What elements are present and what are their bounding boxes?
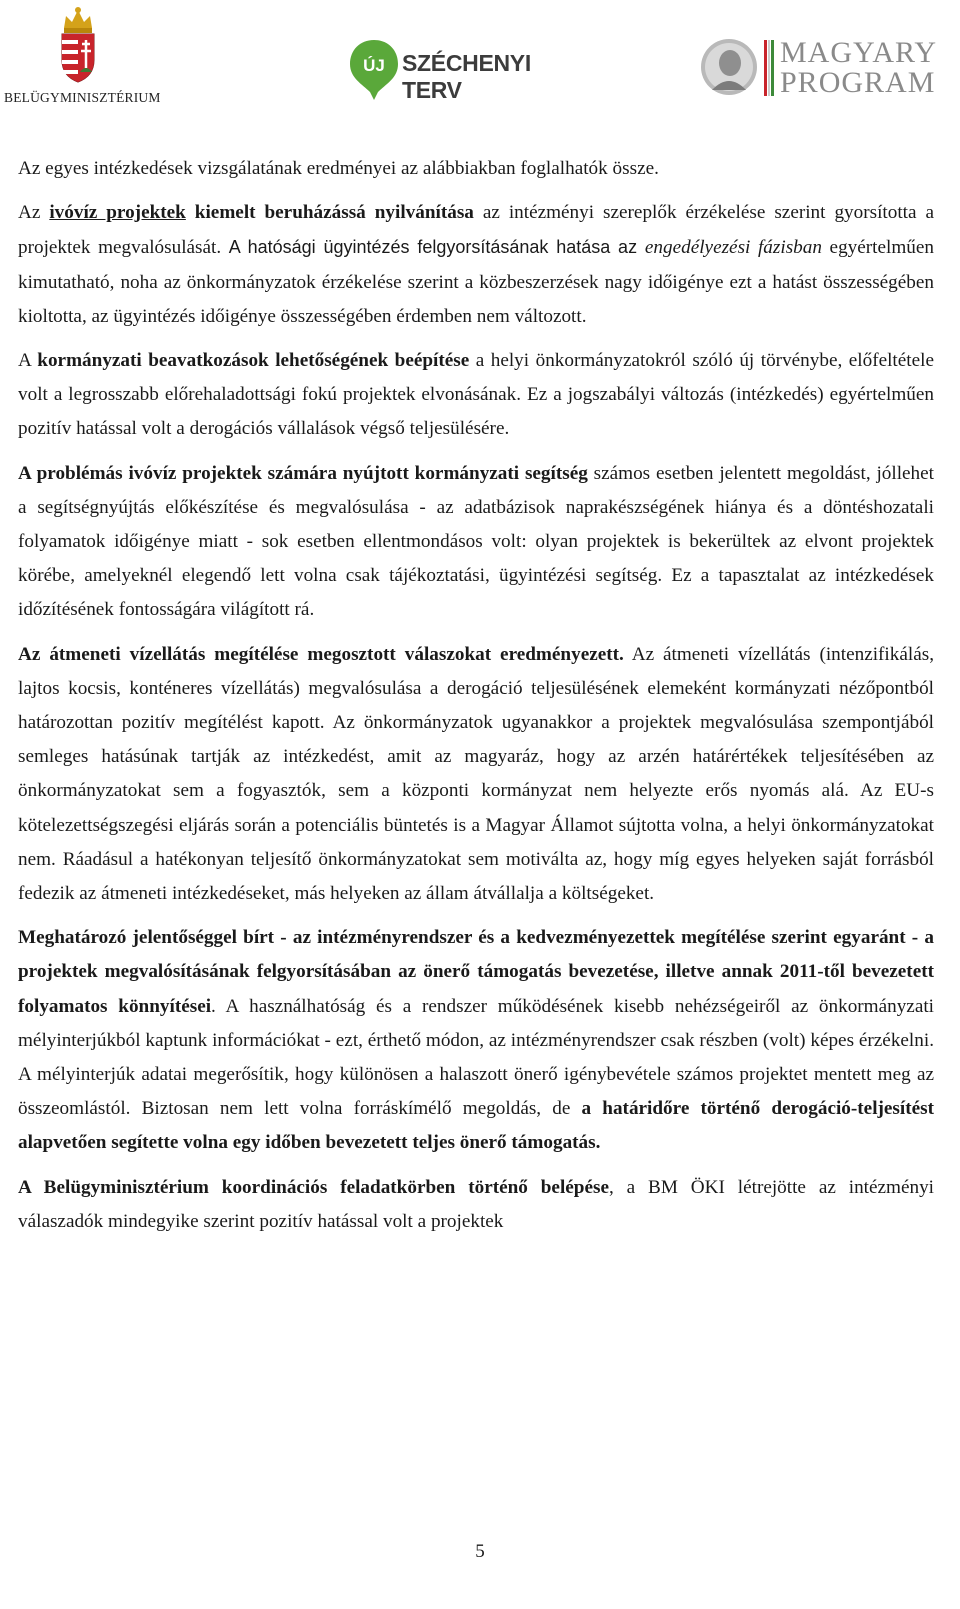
logo-center-text: SZÉCHENYI TERV bbox=[402, 50, 531, 103]
uj-szechenyi-terv-logo bbox=[348, 38, 588, 108]
magyary-program-logo bbox=[700, 38, 940, 104]
paragraph-summary-intro: Az egyes intézkedések vizsgálatának eredményei az alábbiakban foglalhatók össze. bbox=[18, 158, 659, 179]
belugyminiszterium-logo bbox=[4, 6, 161, 106]
page-header bbox=[0, 0, 960, 120]
hungarian-coat-of-arms-icon bbox=[56, 6, 100, 84]
logo-center-prefix: ÚJ bbox=[363, 56, 385, 75]
szechenyi-terv-mark-icon bbox=[348, 38, 400, 102]
document-body bbox=[18, 152, 934, 1239]
logo-right-line1: MAGYARY bbox=[780, 36, 938, 69]
portrait-medallion-icon bbox=[700, 38, 758, 96]
paragraph-government-intervention: A kormányzati beavatkozások lehetőségének beépítése a helyi önkormányzatokról szóló új törvénybe, előfeltétele volt a legrosszabb előrehaladottsági fokú projektek elvonásának. Ez a jogszabályi változás (intézkedés) egyértelműen pozitív hatással volt a derogációs vállalások végső teljesülésére. bbox=[18, 350, 934, 440]
paragraph-own-contribution-support: Meghatározó jelentőséggel bírt - az intézményrendszer és a kedvezményezettek megítélése szerint egyaránt - a projektek megvalósításának felgyorsításában az önerő támogatás bevezetése, illetve annak 2011-től bevezetett folyamatos könnyítései. A használhatóság és a rendszer működésének kisebb nehézségeiről az önkormányzati mélyinterjúkból kaptunk információkat - ezt, érthető módon, az intézményrendszer csak részben (volt) képes érzékelni. A mélyinterjúk adatai megerősítik, hogy különösen a halaszott önerő igénybevétele számos projektet mentett meg az összeomlástól. Biztosan nem lett volna forráskímélő megoldás, de a határidőre történő derogáció-teljesítést alapvetően segítette volna egy időben bevezetett teljes önerő támogatás. bbox=[18, 927, 935, 1154]
paragraph-temporary-water-supply: Az átmeneti vízellátás megítélése megosztott válaszokat eredményezett. Az átmeneti vízellátás (intenzifikálás, lajtos kocsis, konténeres vízellátás) megvalósulása a derogáció teljesülésének elemeként kormányzati nézőpontból határozottan pozitív megítélést kapott. Az önkormányzatok ugyanakkor a projektek megvalósulása szempontjából semleges hatásúnak tartják az intézkedést, amit az magyaráz, hogy az arzén határértékek teljesítésében az önkormányzatokat sem a fogyasztók, sem a központi kormányzat nem helyezte erős nyomás alá. Az EU-s kötelezettségszegési eljárás során a potenciális büntetés is a Magyar Államot sújtotta volna, a helyi önkormányzatokat nem. Ráadásul a hatékonyan teljesítő önkormányzatokat sem motiválta az, hogy míg egyes helyeken saját forrásból fedezik az átmeneti intézkedéseket, más helyeken az állam átvállalja a költségeket. bbox=[18, 643, 934, 905]
paragraph-ministry-coordination: A Belügyminisztérium koordinációs feladatkörben történő belépése, a BM ÖKI létrejötte az intézményi válaszadók mindegyike szerint pozitív hatással volt a projektek bbox=[18, 1176, 934, 1232]
logo-left-text: BELÜGYMINISZTÉRIUM bbox=[4, 90, 161, 105]
paragraph-priority-projects: Az ivóvíz projektek kiemelt beruházássá nyilvánítása az intézményi szereplők érzékelése szerint gyorsította a projektek megvalósulását. A hatósági ügyintézés felgyorsításának hatása az engedélyezési fázisban egyértelműen kimutatható, noha az önkormányzatok érzékelése szerint a közbeszerzések nagy időigénye ezt a hatást összességében kioltotta, az ügyintézés időigénye összességében érdemben nem változott. bbox=[18, 202, 934, 327]
flag-stripes-icon bbox=[764, 40, 774, 96]
logo-right-line2: PROGRAM bbox=[780, 66, 936, 99]
page-number: 5 bbox=[475, 1541, 485, 1562]
paragraph-government-assistance: A problémás ivóvíz projektek számára nyújtott kormányzati segítség számos esetben jelentett megoldást, jóllehet a segítségnyújtás előkészítése és megvalósulása - az adatbázisok naprakészségének hiánya és a döntéshozatali folyamatok időigénye miatt - sok esetben ellentmondásos volt: olyan projektek is bekerültek az elvont projektek körébe, amelyeknél elegendő lett volna csak tájékoztatási, ügyintézési segítség. Ez a tapasztalat az intézkedések időzítésének fontosságára világított rá. bbox=[18, 462, 934, 621]
